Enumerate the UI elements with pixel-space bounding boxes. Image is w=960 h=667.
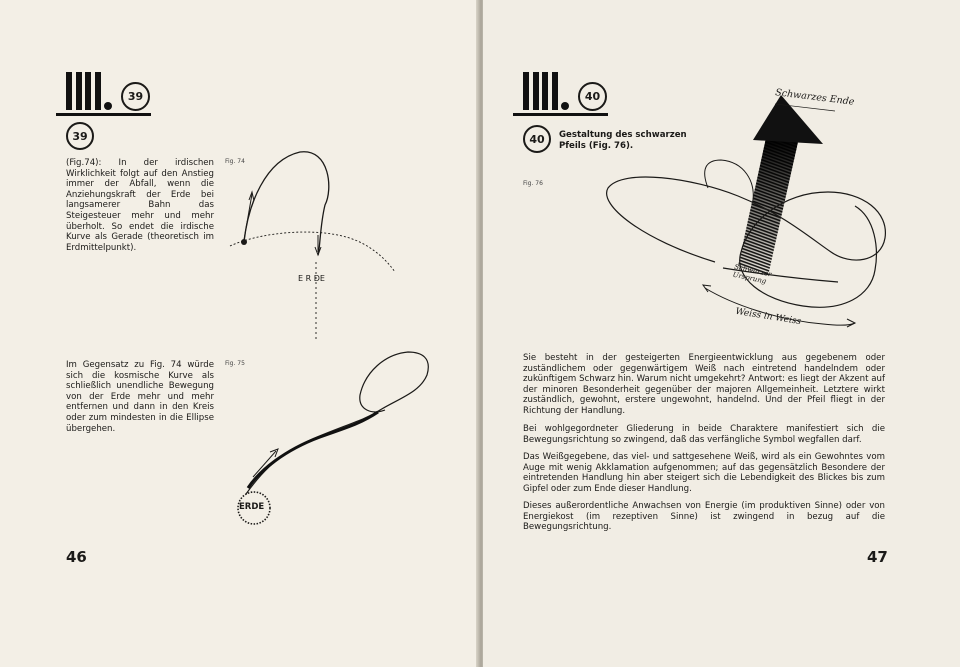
body-paragraph-3: Das Weißgegebene, das viel- und sattgesehene Weiß, wird als ein Gewohntes vom Auge mit wenig Akklamation aufgenommen; auf das gegensätzlich Besondere der eintretenden Handlung hin aber steigert sich die Lebendigkeit des Blickes bis zum Gipfel oder zum Ende dieser Handlung. bbox=[523, 452, 885, 494]
fig74-label: Fig. 74 bbox=[225, 158, 245, 165]
paragraph-fig75: Im Gegensatz zu Fig. 74 würde sich die kosmische Kurve als schließlich unendliche Bewegung von der Erde mehr und mehr entfernen und dann in den Kreis oder zum mindesten in die Ellipse übergehen. bbox=[66, 360, 214, 434]
body-paragraph-4: Dieses außerordentliche Anwachsen von Energie (im produktiven Sinne) oder von Energiekost (im rezeptiven Sinne) ist zwingend in bezug auf die Bewegungsrichtung. bbox=[523, 501, 885, 533]
fig76-drawing bbox=[483, 0, 960, 667]
page-number-right: 47 bbox=[867, 548, 888, 566]
fig76-top-label: Schwarzes Ende bbox=[774, 87, 855, 108]
fig76-label: Fig. 76 bbox=[523, 180, 543, 187]
section-number: 40 bbox=[584, 90, 601, 103]
heading-badge-number: 40 bbox=[529, 132, 545, 146]
fig74-earth-label: E R DE bbox=[298, 274, 325, 283]
section-number: 39 bbox=[127, 90, 144, 103]
paragraph-fig74: (Fig.74): In der irdischen Wirklichkeit folgt auf den Anstieg immer der Abfall, wenn die Anziehungskraft der Erde bei langsamerer Bahn das Steigesteuer mehr und mehr überholt. So endet die irdische Kurve als Gerade (theoretisch im Erdmittelpunkt). bbox=[66, 158, 214, 253]
fig75-label: Fig. 75 bbox=[225, 360, 245, 367]
body-paragraph-1: Sie besteht in der gesteigerten Energieentwicklung aus gegebenem oder zuständlichem oder gegenwärtigem Weiß nach eintretend handelndem oder zukünftigem Schwarz hin. Warum nicht umgekehrt? Antwort: es liegt der Akzent auf der minoren Besonderheit gegenüber der majoren Allgemeinheit. Letztere wirkt zuständlich, gewohnt, erstere ungewohnt, handelnd. Und der Pfeil fliegt in der Richtung der Handlung. bbox=[523, 353, 885, 416]
fig75-earth-label: ERDE bbox=[239, 502, 265, 512]
fig76-origin-label: Schwarzer Ursprung bbox=[731, 262, 773, 286]
paragraph-badge-number: 39 bbox=[72, 129, 88, 143]
page-number-left: 46 bbox=[66, 548, 87, 566]
body-paragraph-2: Bei wohlgegordneter Gliederung in beide Charaktere manifestiert sich die Bewegungsrichtung so zwingend, daß das verfängliche Symbol wegfallen darf. bbox=[523, 424, 885, 445]
section-heading: Gestaltung des schwarzen Pfeils (Fig. 76). bbox=[559, 130, 687, 151]
right-page bbox=[483, 0, 960, 667]
fig76-bottom-label: Weiss in Weiss bbox=[734, 306, 802, 328]
